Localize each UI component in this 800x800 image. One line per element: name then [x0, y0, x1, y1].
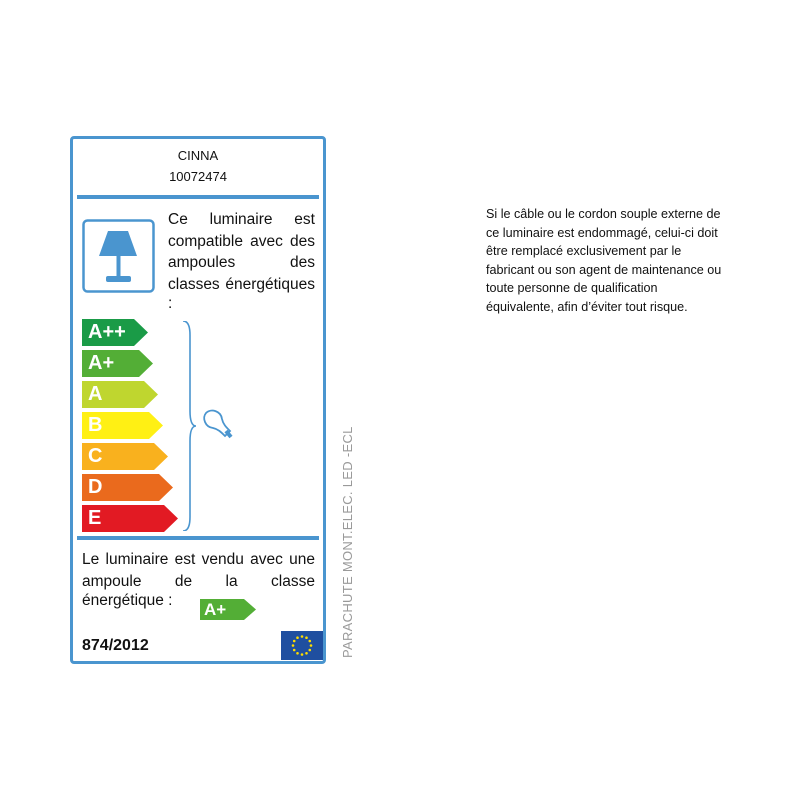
energy-class-label: C — [88, 445, 103, 467]
energy-class-label: A — [88, 383, 103, 405]
energy-class-label: A+ — [88, 352, 115, 374]
sold-class-label: A+ — [204, 600, 227, 619]
brace-icon — [181, 321, 197, 531]
sold-with-text-end: énergétique : — [82, 592, 173, 609]
bulb-icon — [201, 409, 237, 441]
regulation-number: 874/2012 — [82, 637, 149, 654]
compatibility-text: Ce luminaire est compatible avec des ampoules des classes énergétiques — [168, 211, 315, 293]
compatibility-colon: : — [168, 295, 173, 312]
energy-class-label: E — [88, 507, 102, 529]
safety-warning: Si le câble ou le cordon souple externe de ce luminaire est endommagé, celui-ci doit être remplacé exclusivement par le fabricant ou son agent de maintenance ou toute personne de qualification équivalente, afin d’éviter tout risque. — [486, 207, 722, 314]
energy-class-label: B — [88, 414, 103, 436]
vertical-reference-text: PARACHUTE MONT.ELEC. LED -ECL — [340, 426, 355, 658]
separator-bottom — [77, 536, 319, 540]
energy-class-label: D — [88, 476, 103, 498]
energy-class-label: A++ — [88, 321, 126, 343]
eu-flag-icon — [281, 631, 323, 660]
product-reference: 10072474 — [169, 169, 227, 184]
energy-label — [70, 136, 326, 664]
product-name: CINNA — [177, 148, 219, 163]
sold-with-text: Le luminaire est vendu avec une ampoule de la classe — [82, 551, 315, 590]
separator-top — [77, 195, 319, 199]
lamp-icon — [82, 219, 155, 293]
